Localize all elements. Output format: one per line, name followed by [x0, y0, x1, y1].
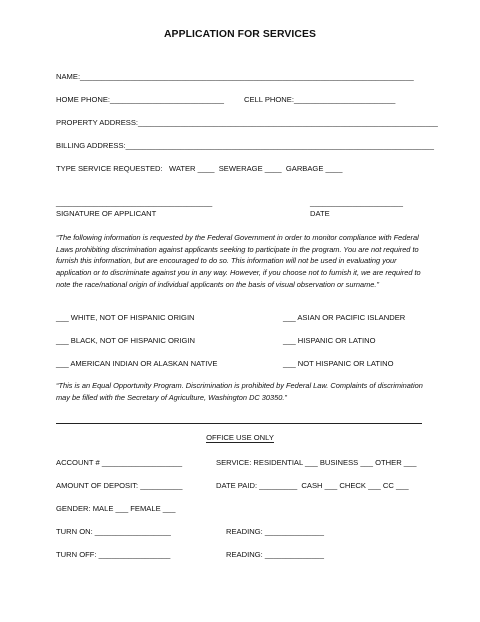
type-service-field[interactable]: TYPE SERVICE REQUESTED: WATER ____ SEWERAGE ____ GARBAGE ____ [56, 164, 343, 173]
race-option-american-indian[interactable]: ___ AMERICAN INDIAN OR ALASKAN NATIVE [56, 359, 218, 368]
reading-off-field[interactable]: READING: ______________ [226, 550, 324, 559]
race-option-hispanic[interactable]: ___ HISPANIC OR LATINO [283, 336, 376, 345]
home-phone-field[interactable]: HOME PHONE:___________________________ [56, 95, 225, 104]
office-use-heading: OFFICE USE ONLY [206, 433, 274, 442]
race-option-asian[interactable]: ___ ASIAN OR PACIFIC ISLANDER [283, 313, 406, 322]
date-label: DATE [310, 209, 330, 218]
date-line[interactable]: ______________________ [310, 198, 403, 207]
billing-address-field[interactable]: BILLING ADDRESS:_________________________________________________________________________ [56, 141, 434, 150]
name-field[interactable]: NAME:_______________________________________________________________________________ [56, 72, 414, 81]
cell-phone-field[interactable]: CELL PHONE:________________________ [244, 95, 396, 104]
section-divider [56, 423, 422, 424]
signature-line[interactable]: _____________________________________ [56, 198, 213, 207]
turn-off-field[interactable]: TURN OFF: _________________ [56, 550, 171, 559]
deposit-amount-field[interactable]: AMOUNT OF DEPOSIT: __________ [56, 481, 183, 490]
equal-opportunity-statement: “This is an Equal Opportunity Program. Discrimination is prohibited by Federal Law. Complaints of discrimination may be filled with the Secretary of Agriculture, Washington DC 30350.” [56, 381, 423, 402]
race-option-black[interactable]: ___ BLACK, NOT OF HISPANIC ORIGIN [56, 336, 195, 345]
service-type-field[interactable]: SERVICE: RESIDENTIAL ___ BUSINESS ___ OTHER ___ [216, 458, 417, 467]
turn-on-field[interactable]: TURN ON: __________________ [56, 527, 171, 536]
form-title: APPLICATION FOR SERVICES [163, 29, 317, 40]
signature-label: SIGNATURE OF APPLICANT [56, 209, 157, 218]
date-paid-field[interactable]: DATE PAID: _________ CASH ___ CHECK ___ CC ___ [216, 481, 409, 490]
disclaimer-paragraph: “The following information is requested by the Federal Government in order to monitor compliance with Federal Laws prohibiting discrimination against applicants seeking to participate in the program. You are not required to furnish this information, but are encouraged to do so. This information will not be used in evaluating your application or to discriminate against you in any way. However, if you choose not to furnish it, we are required to note the race/national origin of individual applicants on the basis of visual observation or surname.” [56, 233, 421, 289]
race-option-white[interactable]: ___ WHITE, NOT OF HISPANIC ORIGIN [56, 313, 195, 322]
reading-on-field[interactable]: READING: ______________ [226, 527, 324, 536]
race-option-not-hispanic[interactable]: ___ NOT HISPANIC OR LATINO [283, 359, 394, 368]
account-number-field[interactable]: ACCOUNT # ___________________ [56, 458, 183, 467]
gender-field[interactable]: GENDER: MALE ___ FEMALE ___ [56, 504, 176, 513]
property-address-field[interactable]: PROPERTY ADDRESS:_______________________________________________________________________ [56, 118, 438, 127]
